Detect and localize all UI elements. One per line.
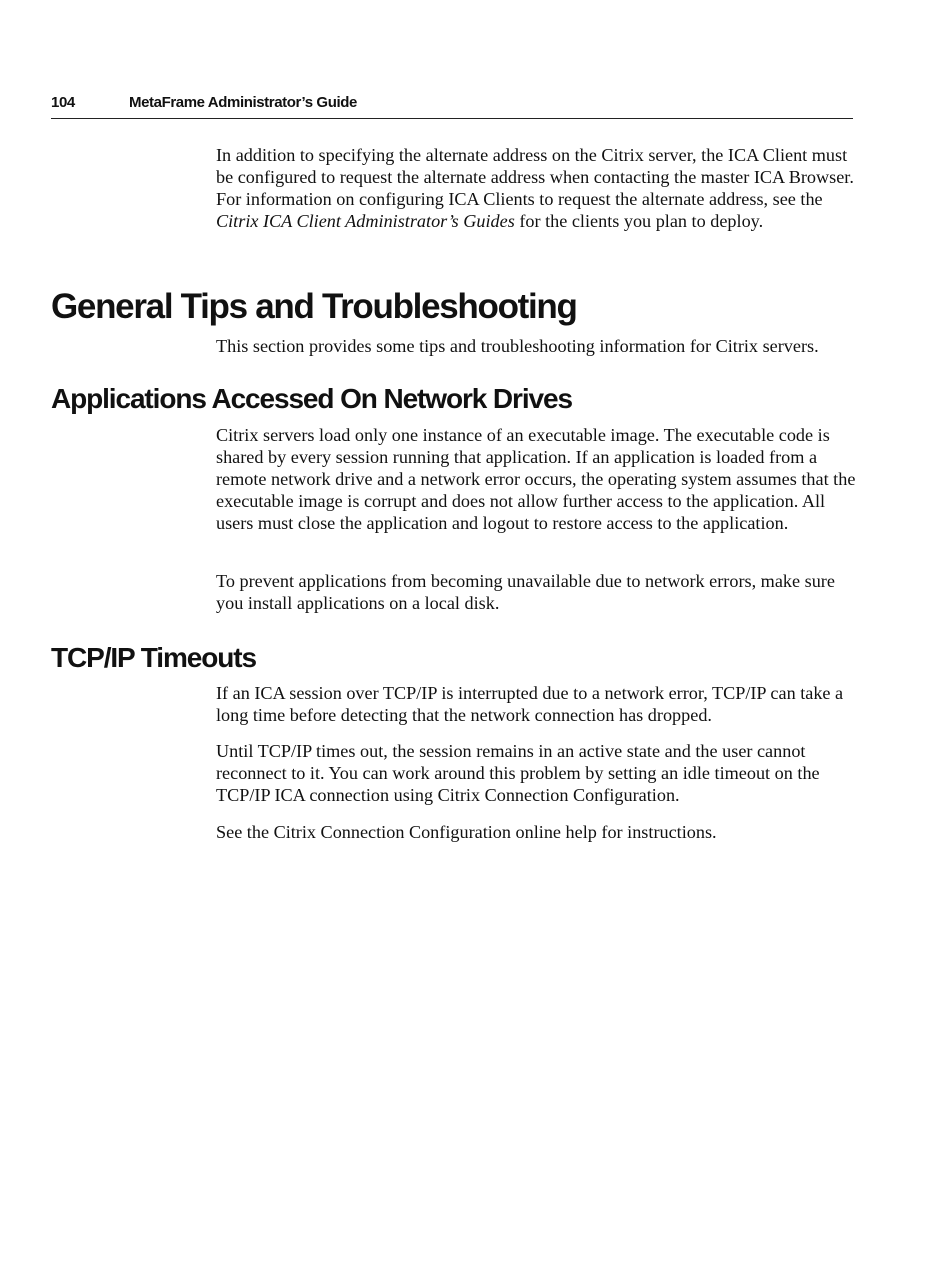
tcpip-paragraph-2 — [216, 740, 861, 806]
intro-text — [216, 144, 861, 232]
network-drives-text-1: Citrix servers load only one instance of an executable image. The executable code is shared by every session running that application. If an application is loaded from a remote network drive and a network error occurs, the operating system assumes that the executable image is corrupt and does not allow further access to the application. All users must close the application and logout to restore access to the application. — [216, 425, 856, 533]
general-tips-text: This section provides some tips and troubleshooting information for Citrix servers. — [216, 336, 819, 356]
section-title-general-tips: General Tips and Troubleshooting — [51, 287, 577, 326]
intro-paragraph — [216, 144, 861, 232]
page-header — [51, 94, 853, 119]
network-drives-paragraph-1 — [216, 424, 861, 534]
tcpip-paragraph-3 — [216, 821, 861, 843]
section-title-network-drives: Applications Accessed On Network Drives — [51, 383, 572, 414]
intro-text-start: In addition to specifying the alternate address on the Citrix server, the ICA Client must be configured to request the alternate address when contacting the master ICA Browser. For information on configuring ICA Clients to request the alternate address, see the — [216, 145, 854, 209]
intro-text-end: for the clients you plan to deploy. — [514, 211, 764, 231]
network-drives-text-2: To prevent applications from becoming unavailable due to network errors, make sure you install applications on a local disk. — [216, 571, 835, 613]
network-drives-paragraph-2 — [216, 570, 861, 614]
tcpip-text-2: Until TCP/IP times out, the session remains in an active state and the user cannot reconnect to it. You can work around this problem by setting an idle timeout on the TCP/IP ICA connection using Citrix Connection Configuration. — [216, 741, 820, 805]
tcpip-text-1: If an ICA session over TCP/IP is interrupted due to a network error, TCP/IP can take a long time before detecting that the network connection has dropped. — [216, 683, 844, 725]
section-title-tcpip-timeouts: TCP/IP Timeouts — [51, 642, 256, 673]
tcpip-paragraph-1 — [216, 682, 861, 726]
general-tips-paragraph — [216, 335, 876, 357]
guide-title-italic: Citrix ICA Client Administrator’s Guides — [216, 211, 515, 231]
tcpip-text-3: See the Citrix Connection Configuration online help for instructions. — [216, 822, 717, 842]
running-title: MetaFrame Administrator’s Guide — [129, 94, 357, 111]
page-number: 104 — [51, 94, 75, 111]
